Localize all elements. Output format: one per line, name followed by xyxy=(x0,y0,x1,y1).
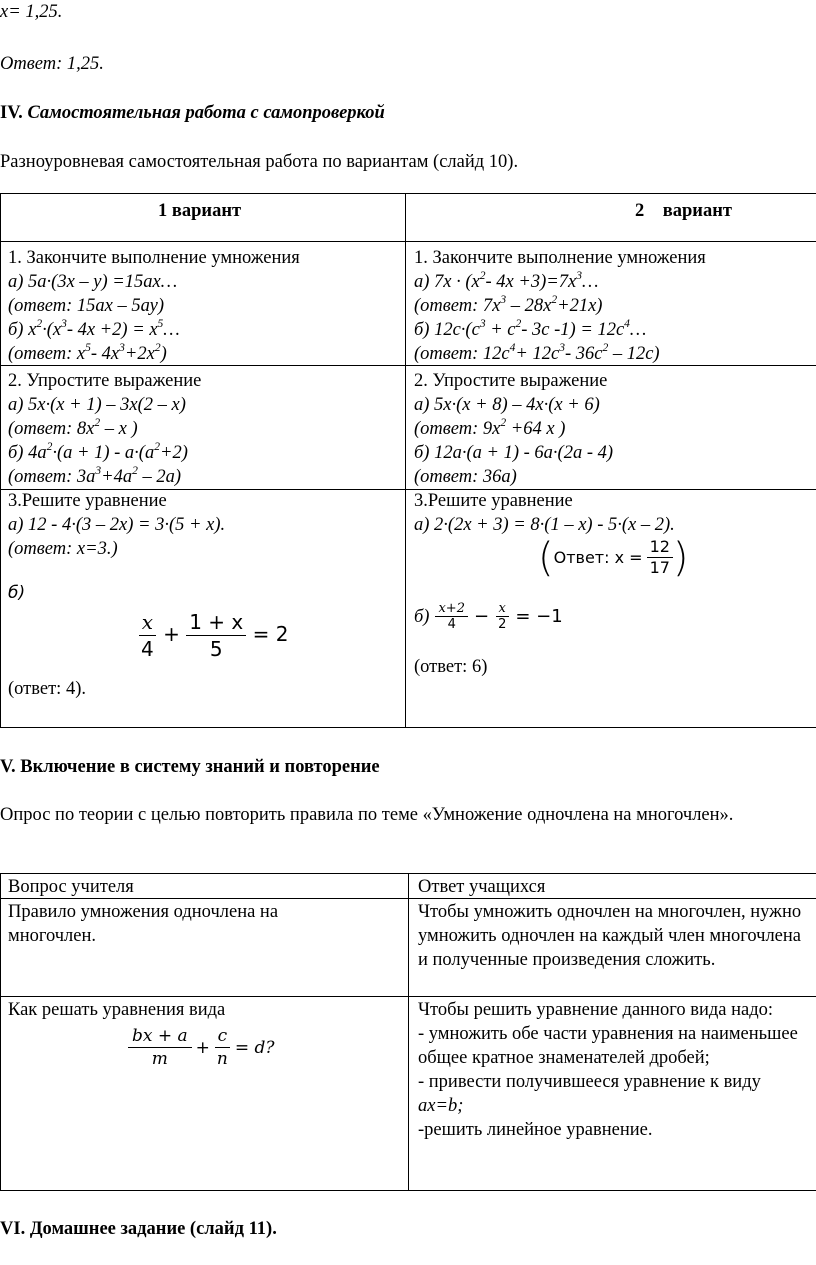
v1-task3-equation: $\frac{x}{4}$ + $\frac{1 + x}{5}$ = 2 xyxy=(138,609,288,662)
v2-task3: 3.Решите уравнение а) 2·(2х + 3) = 8·(1 – х) - 5·(х – 2). ( Ответ: x = $\frac{12}{17}$ ) б) $\frac{x+2}{4}$ − $\frac{x}{2}$ = −1 (ответ: 6) xyxy=(414,491,689,677)
v2-task3-answer: ( Ответ: x = $\frac{12}{17}$ ) xyxy=(538,534,689,581)
qa-row1-question: Правило умножения одночлена на многочлен. xyxy=(8,902,279,946)
v2-task2: 2. Упростите выражение а) 5х·(х + 8) – 4х·(х + 6) (ответ: $9х^2 +64$ х ) б) 12а·(а + 1) - 6а·(2а - 4) (ответ: 36а) xyxy=(414,371,614,487)
section-4-title: Самостоятельная работа с самопроверкой xyxy=(27,103,385,123)
qa-header-answer: Ответ учащихся xyxy=(418,877,546,897)
solution-line: x= 1,25. xyxy=(0,2,63,22)
variant-2-header: 2 вариант xyxy=(635,201,732,221)
section-4-numeral: IV. xyxy=(0,103,23,123)
section-6-numeral: VI xyxy=(0,1219,21,1239)
variants-table xyxy=(0,193,816,728)
qa-row2-equation: $\frac{bx + a}{m}$ + $\frac{c}{n}$ = d? xyxy=(128,1025,275,1070)
v1-task2: 2. Упростите выражение а) 5х·(х + 1) – 3х(2 – х) (ответ: $8х^2$ – х ) б) $4а^2\cdot(а + 1) - а\cdot(а^2+2)$ (ответ: $3а^3+4а^2 - 2а$) xyxy=(8,371,202,487)
section-6-title: . Домашнее задание (слайд 11). xyxy=(20,1219,277,1239)
section-4-heading xyxy=(0,101,385,125)
section-6-heading xyxy=(0,1217,277,1241)
qa-header-question: Вопрос учителя xyxy=(8,877,134,897)
qa-row2-question: Как решать уравнения вида xyxy=(8,1000,226,1020)
section-5-heading xyxy=(0,755,380,779)
section-5-description: Опрос по теории с целью повторить правила по теме «Умножение одночлена на многочлен». xyxy=(0,805,734,825)
v1-task1: 1. Закончите выполнение умножения а) 5а·(3х – у) =15ах… (ответ: 15ах – 5ау) б) $х^2\cdot(х^3-$ $4х +2) = х^5\dots$ (ответ: $х^5-$ $4х^3+2х^2$) xyxy=(8,248,300,364)
section-5-numeral: V xyxy=(0,757,11,777)
qa-table xyxy=(0,873,816,1191)
v1-task3: 3.Решите уравнение а) 12 - 4·(3 – 2х) = 3·(5 + х). (ответ: х=3.) б) $\frac{x}{4}$ + $\frac{1 + x}{5}$ = 2 (ответ: 4). xyxy=(8,491,289,699)
section-5-title: . Включение в систему знаний и повторение xyxy=(10,757,380,777)
section-4-description: Разноуровневая самостоятельная работа по вариантам (слайд 10). xyxy=(0,152,519,172)
variant-1-header: 1 вариант xyxy=(158,201,242,221)
qa-row2-answer: Чтобы решить уравнение данного вида надо: - умножить обе части уравнения на наименьшее общее кратное знаменателей дробей; - привести получившееся уравнение к виду ax=b; -решить линейное уравнение. xyxy=(418,1000,798,1140)
qa-row1-answer: Чтобы умножить одночлен на многочлен, нужно умножить одночлен на каждый член многочлена и полученные произведения сложить. xyxy=(418,902,802,970)
answer-line: Ответ: 1,25. xyxy=(0,54,104,74)
v2-task1: 1. Закончите выполнение умножения а) $7х \cdot (х^2-$ $4х +3)=7х^3\dots$ (ответ: $7х^3 - 28х^2+21х$) б) $12с\cdot(с^3 + с^2-$ 3с $-1) = 12с^4\dots$ (ответ: $12с^4+ 12с^3-$ $36с^2 - 12с$) xyxy=(414,248,706,364)
v2-task3-equation: б) $\frac{x+2}{4}$ − $\frac{x}{2}$ = −1 xyxy=(414,601,563,632)
